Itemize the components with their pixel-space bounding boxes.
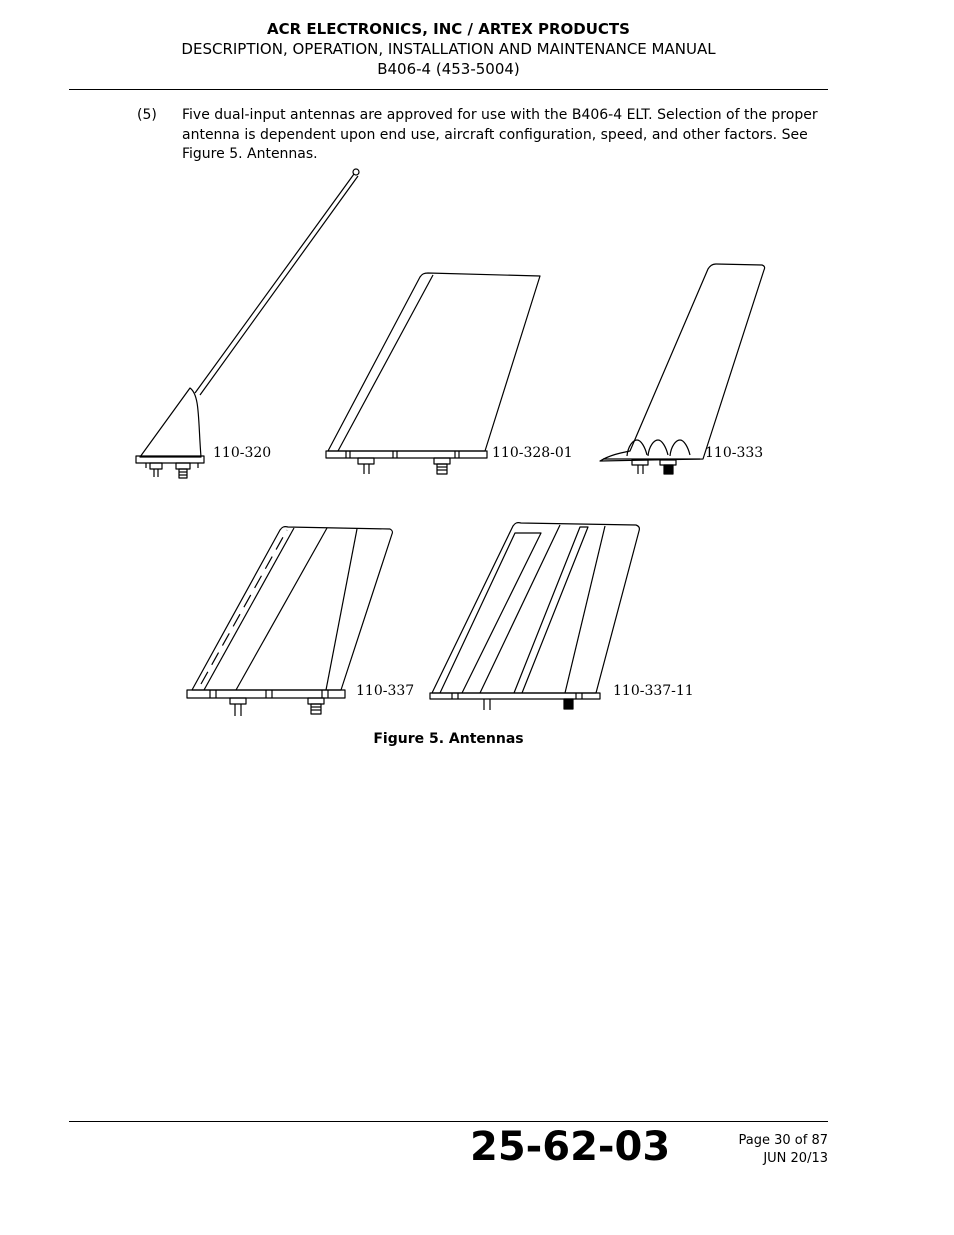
label-110-333: 110-333 — [705, 445, 764, 461]
label-110-328-01: 110-328-01 — [492, 445, 573, 461]
document-number: 25-62-03 — [470, 1124, 671, 1170]
label-110-320: 110-320 — [213, 445, 272, 461]
antenna-110-333-drawing — [600, 264, 765, 474]
antenna-110-328-01-drawing — [326, 273, 540, 474]
revision-date: JUN 20/13 — [763, 1151, 828, 1166]
company-name: ACR ELECTRONICS, INC / ARTEX PRODUCTS — [267, 20, 630, 38]
paragraph-text: Five dual-input antennas are approved for use with the B406-4 ELT. Selection of the proper antenna is dependent upon end use, aircraft configuration, speed, and other factors. See Figure 5. Antennas. — [182, 107, 818, 162]
label-110-337-11: 110-337-11 — [613, 683, 694, 699]
model-number: B406-4 (453-5004) — [377, 60, 520, 78]
paragraph-number: (5) — [137, 107, 157, 123]
manual-title: DESCRIPTION, OPERATION, INSTALLATION AND MAINTENANCE MANUAL — [181, 40, 716, 58]
antenna-110-320-drawing — [136, 169, 359, 478]
footer-divider — [69, 1121, 828, 1122]
figure-caption: Figure 5. Antennas — [373, 731, 524, 747]
page-info — [739, 1132, 828, 1168]
page-number: Page 30 of 87 — [738, 1133, 828, 1148]
label-110-337: 110-337 — [356, 683, 415, 699]
antenna-110-337-11-drawing — [430, 523, 639, 710]
